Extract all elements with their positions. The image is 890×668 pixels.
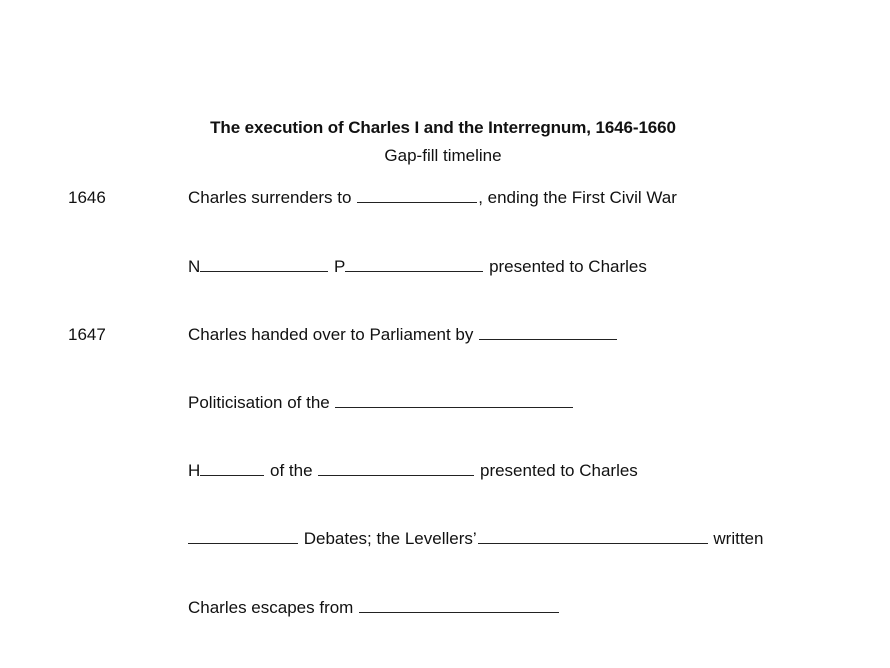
event-text-part: Charles surrenders to — [188, 188, 357, 207]
timeline-row — [0, 527, 890, 551]
answer-blank[interactable] — [345, 255, 483, 272]
event-text-part: presented to Charles — [484, 257, 647, 276]
answer-blank[interactable] — [478, 527, 708, 544]
timeline-row — [0, 391, 890, 415]
timeline-event-text — [188, 255, 647, 279]
event-text-part: Debates; the Levellers’ — [299, 529, 477, 548]
answer-blank[interactable] — [359, 596, 559, 613]
timeline-row — [0, 255, 890, 279]
answer-blank[interactable] — [318, 459, 474, 476]
event-text-part: Charles escapes from — [188, 598, 359, 617]
timeline-row — [0, 323, 890, 347]
event-text-part: P — [329, 257, 346, 276]
timeline-row — [0, 459, 890, 483]
timeline-event-text — [188, 186, 677, 210]
timeline-row — [0, 186, 890, 210]
timeline-event-text — [188, 596, 560, 620]
event-text-part: Politicisation of the — [188, 393, 335, 412]
event-text-part: N — [188, 257, 201, 276]
event-text-part: , ending the First Civil War — [478, 188, 677, 207]
timeline-year: 1646 — [68, 188, 106, 207]
timeline-event-text — [188, 527, 763, 551]
document-subtitle: Gap-fill timeline — [384, 146, 502, 165]
answer-blank[interactable] — [335, 391, 573, 408]
event-text-part: presented to Charles — [475, 461, 638, 480]
timeline-year: 1647 — [68, 325, 106, 344]
answer-blank[interactable] — [188, 527, 298, 544]
event-text-part: of the — [265, 461, 318, 480]
timeline-event-text — [188, 391, 574, 415]
document-title: The execution of Charles I and the Interregnum, 1646-1660 — [210, 118, 676, 137]
event-text-part: written — [708, 529, 764, 548]
timeline-event-text — [188, 459, 638, 483]
timeline-row — [0, 596, 890, 620]
event-text-part: H — [188, 461, 201, 480]
answer-blank[interactable] — [479, 323, 617, 340]
timeline-event-text — [188, 323, 618, 347]
answer-blank[interactable] — [200, 459, 264, 476]
answer-blank[interactable] — [200, 255, 328, 272]
event-text-part: Charles handed over to Parliament by — [188, 325, 479, 344]
answer-blank[interactable] — [357, 186, 477, 203]
